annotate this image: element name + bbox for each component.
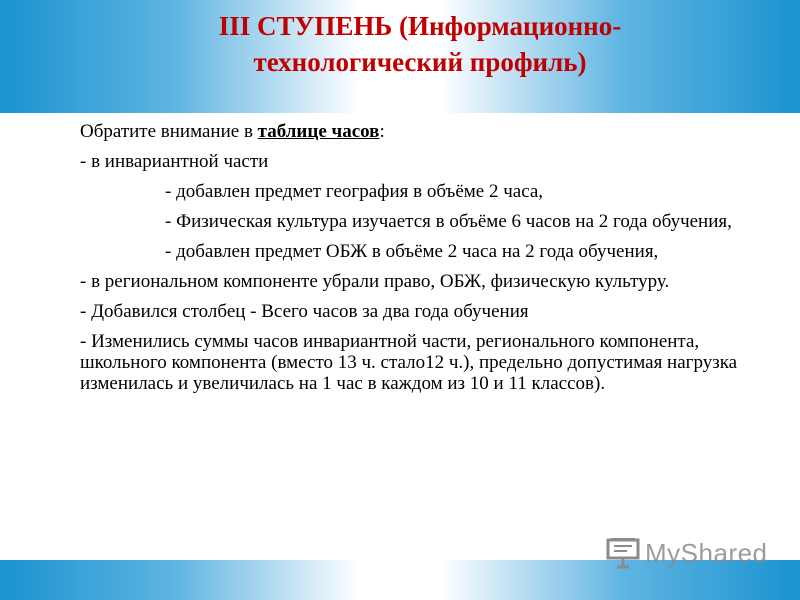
slide-title-line-1: III СТУПЕНЬ (Информационно- xyxy=(218,11,622,41)
intro-underlined-term: таблице часов xyxy=(257,121,380,142)
list-item: - Добавился столбец - Всего часов за два года обучения xyxy=(80,301,529,322)
slide-body xyxy=(80,121,760,403)
presentation-board-icon xyxy=(605,537,641,569)
list-item: - Изменились суммы часов инвариантной части, регионального компонента, школьного компонента (вместо 13 ч. стало12 ч.), предельно допустимая нагрузка изменилась и увеличилась на 1 час в каждом из 10 и 11 классов). xyxy=(80,331,738,394)
list-item: - в инвариантной части xyxy=(80,151,269,172)
list-item: - добавлен предмет ОБЖ в объёме 2 часа на 2 года обучения, xyxy=(165,241,659,262)
list-item: - добавлен предмет география в объёме 2 часа, xyxy=(165,181,544,202)
intro-paragraph xyxy=(80,121,760,142)
list-item: - в региональном компоненте убрали право, ОБЖ, физическую культуру. xyxy=(80,271,670,292)
myshared-logo xyxy=(605,537,775,569)
slide-title-line-2: технологический профиль) xyxy=(253,47,587,77)
logo-text: MyShared xyxy=(645,537,768,568)
intro-prefix: Обратите внимание в xyxy=(80,121,258,142)
list-item: - Физическая культура изучается в объёме 6 часов на 2 года обучения, xyxy=(165,211,732,232)
intro-suffix: : xyxy=(379,121,385,142)
slide-title xyxy=(120,8,720,80)
